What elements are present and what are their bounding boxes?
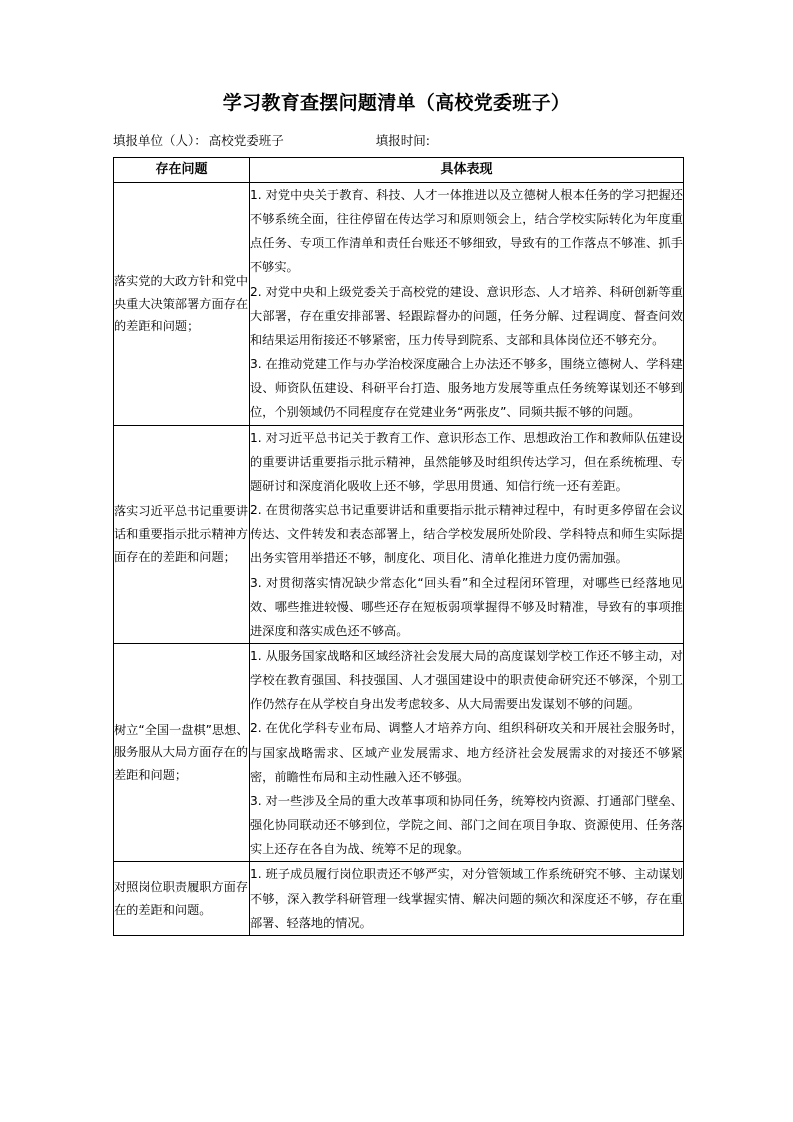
detail-cell — [250, 643, 684, 861]
issue-cell: 落实党的大政方针和党中央重大决策部署方面存在的差距和问题； — [114, 183, 250, 426]
column-header-detail: 具体表现 — [250, 158, 684, 183]
detail-item: 3. 对贯彻落实情况缺少常态化“回头看”和全过程闭环管理，对哪些已经落地见效、哪些推进较慢、哪些还存在短板弱项掌握得不够及时精准，导致有的事项推进深度和落实成色还不够高。 — [250, 575, 683, 638]
detail-item: 2. 对党中央和上级党委关于高校党的建设、意识形态、人才培养、科研创新等重大部署，存在重安排部署、轻跟踪督办的问题，任务分解、过程调度、督查问效和结果运用衔接还不够紧密，压力传导到院系、支部和具体岗位还不够充分。 — [250, 284, 683, 347]
table-header-row — [114, 158, 684, 183]
detail-item: 2. 在优化学科专业布局、调整人才培养方向、组织科研攻关和开展社会服务时，与国家战略需求、区域产业发展需求、地方经济社会发展需求的对接还不够紧密，前瞻性布局和主动性融入还不够强。 — [250, 721, 683, 784]
table-row — [114, 643, 684, 861]
issue-cell: 对照岗位职责履职方面存在的差距和问题。 — [114, 862, 250, 935]
page-title: 学习教育查摆问题清单（高校党委班子） — [222, 92, 571, 114]
issue-checklist-table — [113, 157, 684, 936]
detail-item: 1. 对党中央关于教育、科技、人才一体推进以及立德树人根本任务的学习把握还不够系统全面，往往停留在传达学习和原则领会上，结合学校实际转化为年度重点任务、专项工作清单和责任台账还不够细致，导致有的工作落点不够准、抓手不够实。 — [250, 188, 683, 275]
detail-item: 3. 在推动党建工作与办学治校深度融合上办法还不够多，围绕立德树人、学科建设、师资队伍建设、科研平台打造、服务地方发展等重点任务统筹谋划还不够到位，个别领域仍不同程度存在党建业务“两张皮”、同频共振不够的问题。 — [250, 357, 683, 420]
detail-cell — [250, 425, 684, 643]
reporting-time-label: 填报时间: — [375, 133, 430, 148]
detail-item: 3. 对一些涉及全局的重大改革事项和协同任务，统筹校内资源、打通部门壁垒、强化协同联动还不够到位，学院之间、部门之间在项目争取、资源使用、任务落实上还存在各自为战、统筹不足的现象。 — [250, 793, 683, 857]
detail-item: 1. 从服务国家战略和区域经济社会发展大局的高度谋划学校工作还不够主动，对学校在教育强国、科技强国、人才强国建设中的职责使命研究还不够深，个别工作仍然存在从学校自身出发考虑较多、从大局需要出发谋划不够的问题。 — [250, 648, 683, 712]
detail-cell — [250, 183, 684, 426]
table-row — [114, 183, 684, 426]
reporting-unit-label: 填报单位（人）： — [113, 133, 207, 148]
detail-item: 1. 班子成员履行岗位职责还不够严实，对分管领域工作系统研究不够、主动谋划不够，深入教学科研管理一线掌握实情、解决问题的频次和深度还不够，存在重部署、轻落地的情况。 — [250, 867, 683, 930]
issue-cell: 树立“全国一盘棋”思想、服务服从大局方面存在的差距和问题； — [114, 643, 250, 861]
detail-item: 1. 对习近平总书记关于教育工作、意识形态工作、思想政治工作和教师队伍建设的重要讲话重要指示批示精神，虽然能够及时组织传达学习，但在系统梳理、专题研讨和深度消化吸收上还不够，学思用贯通、知信行统一还有差距。 — [250, 430, 683, 493]
detail-item: 2. 在贯彻落实总书记重要讲话和重要指示批示精神过程中，有时更多停留在会议传达、文件转发和表态部署上，结合学校发展所处阶段、学科特点和师生实际提出务实管用举措还不够，制度化、项目化、清单化推进力度仍需加强。 — [250, 503, 683, 566]
detail-cell — [250, 862, 684, 935]
table-row — [114, 425, 684, 643]
issue-cell: 落实习近平总书记重要讲话和重要指示批示精神方面存在的差距和问题； — [114, 425, 250, 643]
table-body — [114, 183, 684, 936]
form-meta-row — [113, 133, 683, 149]
table-row — [114, 862, 684, 935]
column-header-issue: 存在问题 — [114, 158, 250, 183]
reporting-unit-value: 高校党委班子 — [208, 133, 284, 148]
